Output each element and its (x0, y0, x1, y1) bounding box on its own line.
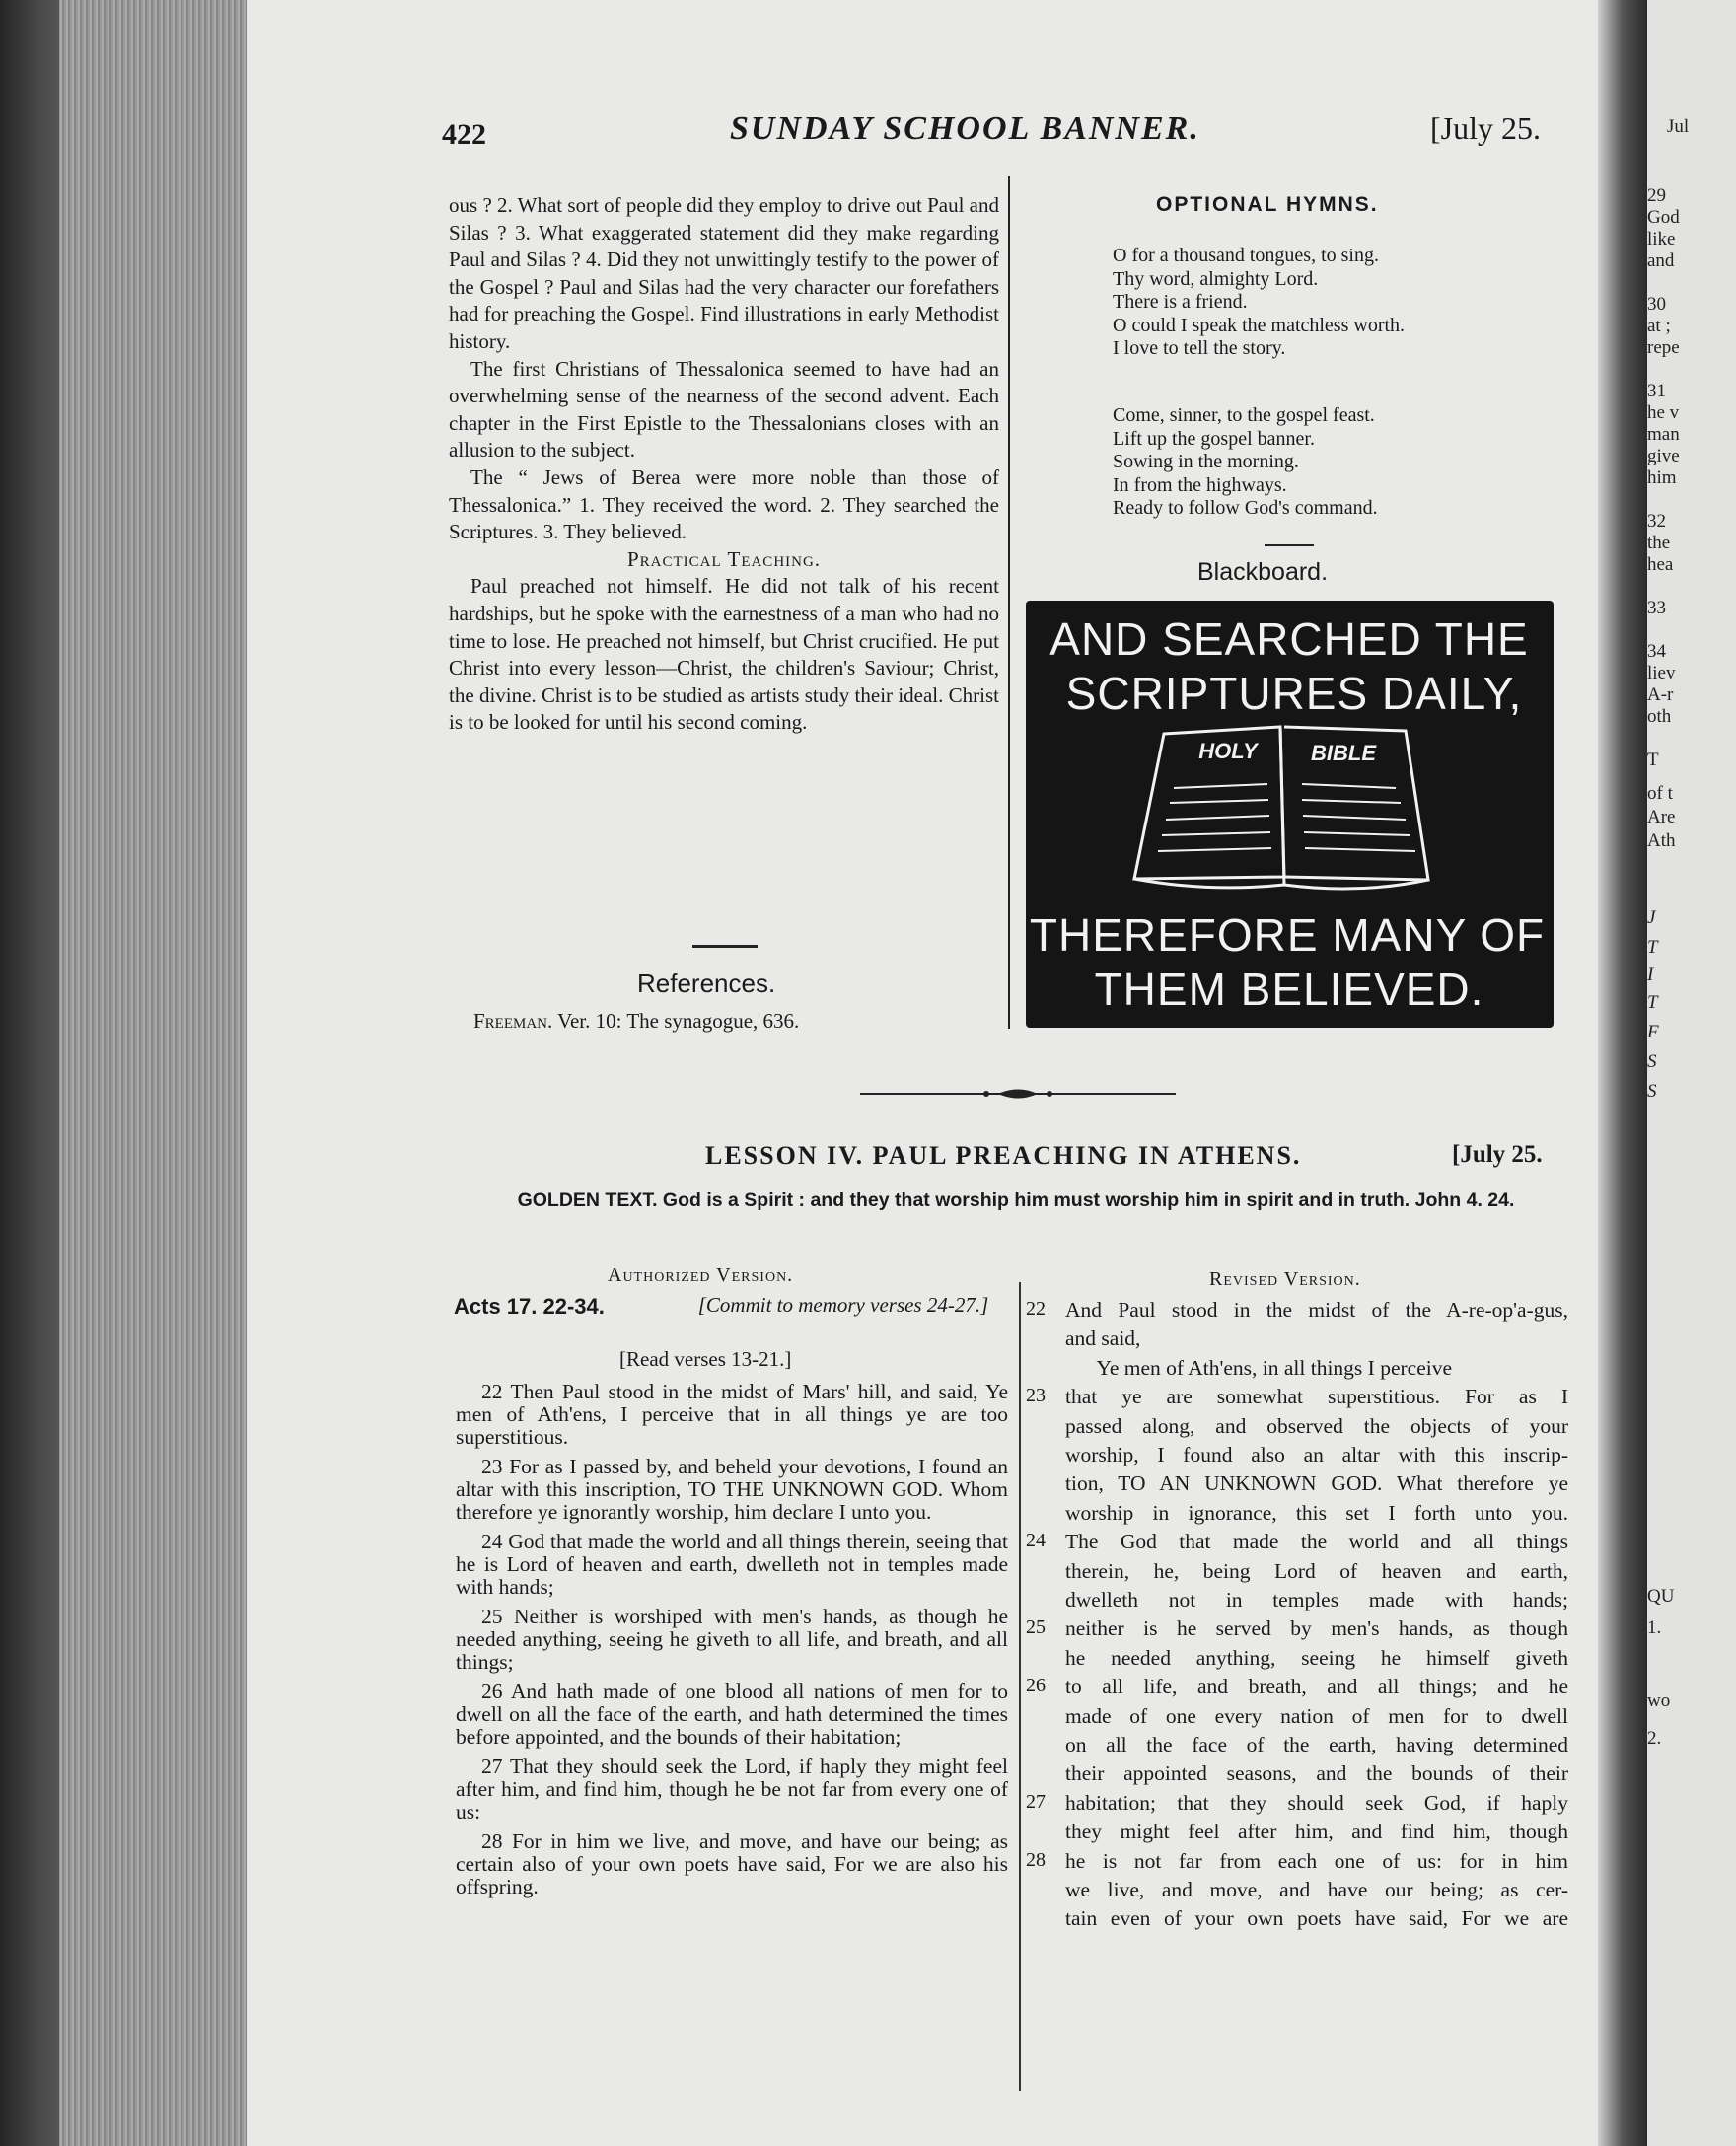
ornament-divider (860, 1081, 1176, 1107)
revised-line: habitation; that they should seek God, if haply (1065, 1790, 1568, 1815)
revised-line: and said, (1065, 1326, 1141, 1351)
scripture-reference: Acts 17. 22-34. (454, 1294, 605, 1319)
next-page-fragment: Are (1647, 807, 1676, 827)
hymn-item: Lift up the gospel banner. (1113, 427, 1315, 450)
verse-number: 28 (1026, 1848, 1046, 1871)
verse-number: 22 (1026, 1298, 1046, 1320)
divider-rule (692, 945, 758, 948)
hymn-item: Thy word, almighty Lord. (1113, 267, 1319, 290)
revised-line: they might feel after him, and find him, though (1065, 1820, 1568, 1844)
next-page-fragment: J (1647, 907, 1656, 928)
next-page-fragment: of t (1647, 783, 1673, 804)
verse-number: 23 (1026, 1385, 1046, 1407)
blackboard-illustration (1026, 601, 1554, 1028)
next-page-fragment: S (1647, 1051, 1657, 1072)
verse: 26 And hath made of one blood all nations of men for to dwell on all the face of the earth, and hath determined the times before appointed, and the bounds of their habitation; (456, 1680, 1008, 1749)
next-page-fragment: T (1647, 750, 1659, 770)
next-page-fragment: 33 (1647, 598, 1666, 618)
next-page-fragment: give (1647, 446, 1680, 466)
practical-teaching-heading: Practical Teaching. (626, 546, 822, 571)
blackboard-heading: Blackboard. (1197, 558, 1329, 586)
revised-line: tain even of your own poets have said, For we are (1065, 1906, 1568, 1931)
hymn-item: O for a thousand tongues, to sing. (1113, 245, 1379, 266)
paragraph: ous ? 2. What sort of people did they employ to drive out Paul and Silas ? 3. What exaggerated statement did they make regarding Paul and Silas ? 4. Did they not unwittingly testify to the power of the Gospel ? Paul and Silas had the very character our forefathers had for preaching the Gospel. Find illustrations in early Methodist history. (449, 193, 999, 353)
lesson-title: LESSON IV. PAUL PREACHING IN ATHENS. (705, 1141, 1302, 1170)
next-page-fragment: him (1647, 467, 1677, 488)
verse-number: 24 (1026, 1530, 1046, 1552)
next-page-fragment: he v (1647, 402, 1680, 423)
revised-line: that ye are somewhat superstitious. For as I (1065, 1385, 1568, 1409)
next-page-fragment: 34 (1647, 641, 1666, 662)
next-page-fragment: F (1647, 1022, 1659, 1042)
paragraph: The “ Jews of Berea were more noble than those of Thessalonica.” 1. They received the word. 2. They searched the Scriptures. 3. They believed. (449, 465, 999, 544)
next-page-fragment: Ath (1647, 830, 1676, 851)
next-page-fragment: wo (1647, 1690, 1671, 1711)
revised-line: tion, TO AN UNKNOWN GOD. What therefore ye (1065, 1471, 1568, 1496)
references-heading: References. (637, 968, 776, 998)
verse: 24 God that made the world and all things therein, seeing that he is Lord of heaven and earth, dwelleth not in temples made with hands; (456, 1530, 1008, 1599)
revised-line: neither is he served by men's hands, as though (1065, 1616, 1568, 1641)
bible-label-left: HOLY (1198, 739, 1258, 763)
hymn-item: O could I speak the matchless worth. (1113, 314, 1406, 336)
hymns-list-2 (1113, 404, 1527, 521)
next-page-fragment: oth (1647, 706, 1672, 727)
next-page-fragment: hea (1647, 554, 1674, 575)
next-page-fragment: T (1647, 937, 1658, 958)
revised-line: worship, I found also an altar with this inscrip- (1065, 1443, 1568, 1466)
paragraph: The first Christians of Thessalonica seemed to have had an overwhelming sense of the nearness of the second advent. Each chapter in the First Epistle to the Thessalonians closes with an allusion to the subject. (449, 356, 999, 463)
page-number: 422 (442, 118, 486, 151)
verse: 27 That they should seek the Lord, if haply they might feel after him, and find him, though he be not far from every one of us: (456, 1754, 1008, 1824)
verse-number: 25 (1026, 1616, 1046, 1639)
reference-author: Freeman. (473, 1009, 553, 1033)
paragraph: Paul preached not himself. He did not talk of his recent hardships, but he spoke with the earnestness of a man who had no time to lose. He preached not himself, but Christ crucified. He put Christ into every lesson—Christ, the children's Saviour; Christ, the divine. Christ is to be studied as artists study their ideal. Christ is to be looked for until his second coming. (449, 574, 999, 735)
revised-line: he needed anything, seeing he himself giveth (1065, 1645, 1568, 1670)
running-title: SUNDAY SCHOOL BANNER. (730, 110, 1200, 147)
blackboard-line-3: THEREFORE MANY OF (1029, 909, 1546, 961)
verse: 22 Then Paul stood in the midst of Mars' hill, and said, Ye men of Ath'ens, I perceive that in all things ye are too superstitious. (456, 1380, 1008, 1449)
next-page-fragment: 2. (1647, 1728, 1662, 1749)
next-page-fragment: 1. (1647, 1617, 1662, 1638)
blackboard-line-1: AND SEARCHED THE (1049, 613, 1529, 665)
column-rule (1008, 176, 1010, 1029)
reference-text: Ver. 10: The synagogue, 636. (557, 1009, 800, 1033)
next-page-fragment: and (1647, 250, 1675, 271)
hymn-item: Come, sinner, to the gospel feast. (1113, 404, 1375, 426)
left-column (449, 192, 999, 737)
verse: 25 Neither is worshiped with men's hands, as though he needed anything, seeing he giveth to all life, and breath, and all things; (456, 1605, 1008, 1674)
hymn-item: In from the highways. (1113, 473, 1287, 496)
revised-line: worship in ignorance, this set I forth unto you. (1065, 1500, 1568, 1525)
revised-line: to all life, and breath, and all things; and he (1065, 1675, 1568, 1699)
next-page-fragment: QU (1647, 1586, 1675, 1607)
hymn-item: Sowing in the morning. (1113, 451, 1299, 472)
next-page-fragment: 30 (1647, 294, 1666, 315)
hymn-item: There is a friend. (1113, 291, 1248, 313)
revised-line: passed along, and observed the objects of your (1065, 1413, 1568, 1438)
hymn-item: I love to tell the story. (1113, 337, 1286, 359)
open-bible-icon (1134, 727, 1428, 889)
divider-rule (1265, 544, 1314, 546)
verse: 28 For in him we live, and move, and have our being; as certain also of your own poets have said, For we are also his offspring. (456, 1829, 1008, 1898)
next-page-fragment: A-r (1647, 684, 1674, 705)
golden-text: GOLDEN TEXT. God is a Spirit : and they that worship him must worship him in spirit and in truth. John 4. 24. (517, 1189, 1515, 1211)
optional-hymns-heading: OPTIONAL HYMNS. (1156, 193, 1379, 216)
revised-line: we live, and move, and have our being; as cer- (1065, 1878, 1568, 1901)
revised-line: made of one every nation of men for to dwell (1065, 1703, 1568, 1728)
page-edges (59, 0, 256, 2146)
revised-line: And Paul stood in the midst of the A-re-op'a-gus, (1065, 1298, 1568, 1322)
revised-line: The God that made the world and all things (1065, 1530, 1568, 1554)
read-note: [Read verses 13-21.] (619, 1347, 792, 1371)
verse-number: 27 (1026, 1790, 1046, 1813)
next-page-fragment: Jul (1667, 116, 1690, 137)
next-page-fragment: I (1647, 965, 1654, 985)
next-page-fragment: repe (1647, 337, 1680, 358)
verse: 23 For as I passed by, and beheld your devotions, I found an altar with this inscription, TO THE UNKNOWN GOD. Whom therefore ye ignorantly worship, him declare I unto you. (456, 1455, 1008, 1524)
blackboard-line-2: SCRIPTURES DAILY, (1065, 668, 1523, 719)
header-date: [July 25. (1430, 110, 1541, 146)
revised-line: their appointed seasons, and the bounds of their (1065, 1761, 1568, 1786)
next-page-fragment: T (1647, 992, 1658, 1013)
authorized-verses (456, 1381, 1008, 1905)
reference-entry (473, 1009, 799, 1034)
next-page-fragment: 32 (1647, 511, 1666, 532)
next-page-fragment: 31 (1647, 381, 1666, 401)
commit-note: [Commit to memory verses 24-27.] (697, 1293, 989, 1317)
next-page-fragment: 29 (1647, 185, 1666, 206)
revised-line: Ye men of Ath'ens, in all things I perceive (1065, 1355, 1453, 1380)
lesson-date: [July 25. (1452, 1141, 1543, 1168)
verse-number: 26 (1026, 1675, 1046, 1697)
next-page-fragment: at ; (1647, 316, 1671, 336)
next-page-fragment: like (1647, 229, 1676, 250)
bible-label-right: BIBLE (1311, 741, 1376, 765)
next-page-fragment: S (1647, 1081, 1657, 1102)
hymn-item: Ready to follow God's command. (1113, 497, 1378, 519)
hymns-list-1 (1113, 245, 1527, 361)
blackboard-drawing (1026, 601, 1554, 1028)
next-page-fragment: man (1647, 424, 1680, 445)
next-page-fragment: liev (1647, 663, 1676, 683)
revised-line: on all the face of the earth, having determined (1065, 1733, 1568, 1756)
book-gutter (1598, 0, 1647, 2146)
revised-line: therein, he, being Lord of heaven and earth, (1065, 1558, 1568, 1583)
next-page-fragment: the (1647, 533, 1671, 553)
revised-version-heading: Revised Version. (1209, 1268, 1361, 1290)
column-rule (1019, 1282, 1021, 2091)
revised-line: he is not far from each one of us: for in him (1065, 1848, 1568, 1873)
next-page-fragment: God (1647, 207, 1680, 228)
authorized-version-heading: Authorized Version. (608, 1264, 794, 1286)
blackboard-line-4: THEM BELIEVED. (1094, 964, 1484, 1015)
next-page-edge (1647, 0, 1736, 2146)
revised-line: dwelleth not in temples made with hands; (1065, 1588, 1568, 1611)
